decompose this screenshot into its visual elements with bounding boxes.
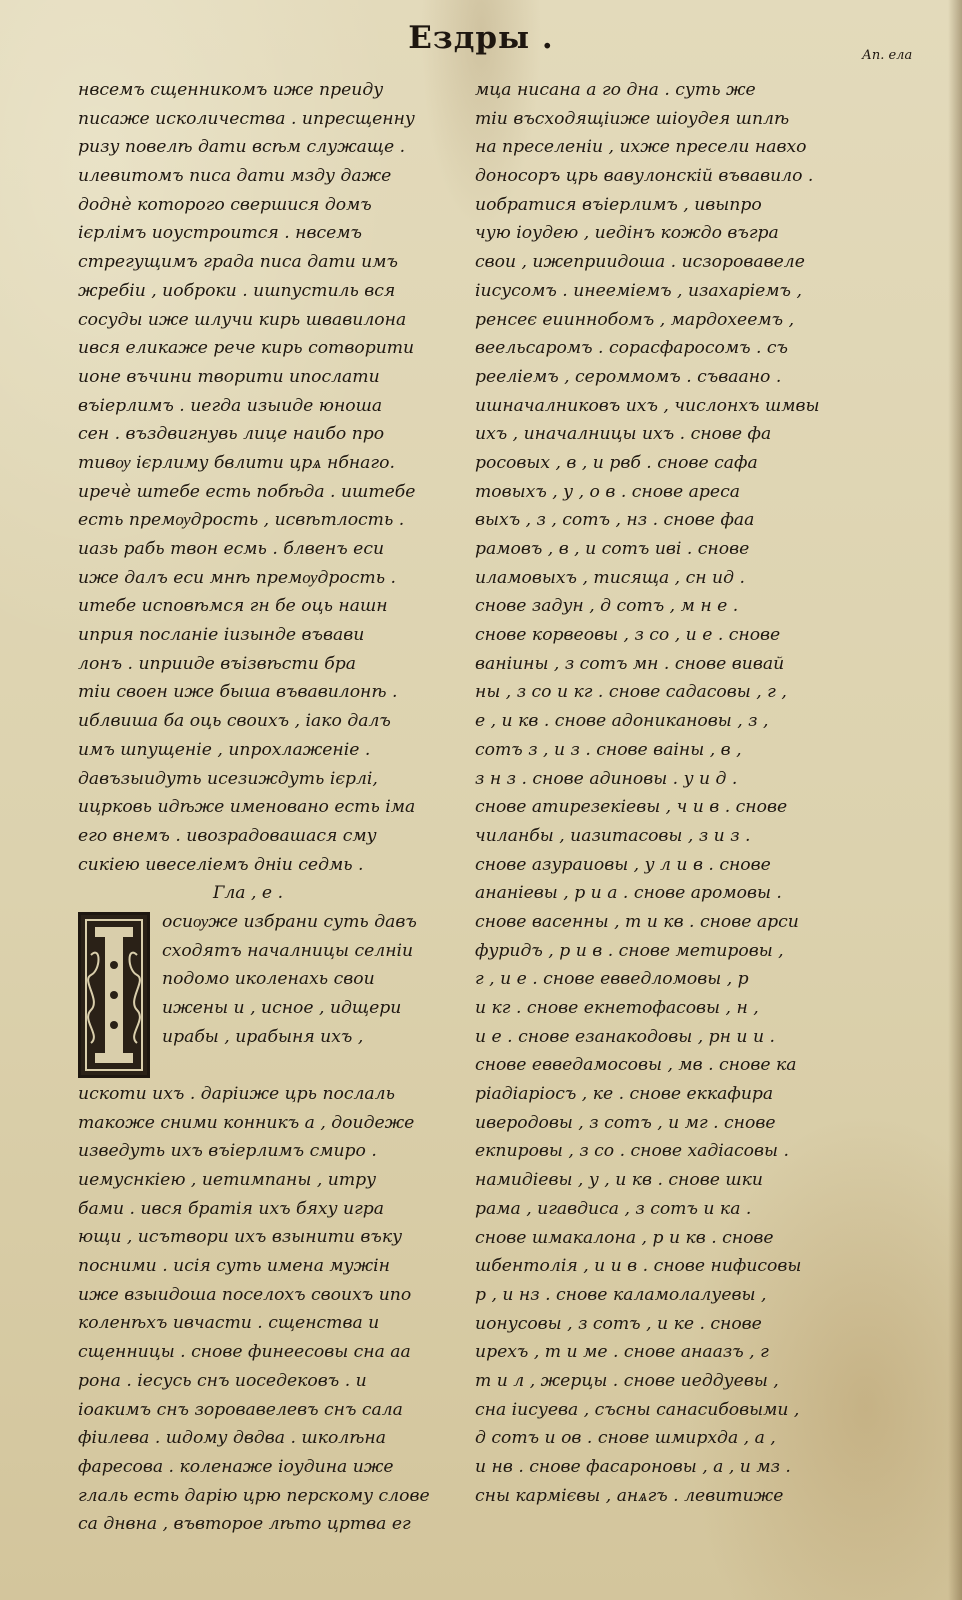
text-line: посними . исія суть имена мужін — [78, 1256, 390, 1277]
text-line: сна іисуева , съсны санасибовыми , — [475, 1399, 800, 1420]
text-line: сщенницы . снове финеесовы сна аа — [78, 1342, 411, 1363]
text-line: выхъ , з , сотъ , нз . снове фаа — [475, 510, 755, 531]
text-line: искоти ихъ . даріиже црь послаль — [78, 1083, 395, 1104]
text-line: доднѐ которого свершися домъ — [78, 194, 372, 215]
text-line: иже взыидоша поселохъ своихъ ипо — [78, 1284, 412, 1305]
text-line: ихъ , иначалницы ихъ . снове фа — [475, 424, 772, 445]
text-line: веельсаромъ . сорасфаросомъ . съ — [475, 338, 789, 359]
text-line: иблвиша ба оць своихъ , іако далъ — [78, 711, 391, 732]
text-line: р , и нз . снове каламолалуевы , — [475, 1284, 767, 1305]
text-line: фіилева . шдому двдва . школѣна — [78, 1428, 386, 1449]
text-line: тіи своен иже быша въвавилонѣ . — [78, 682, 398, 703]
text-line: писаже исколичества . ипресщенну — [78, 108, 415, 129]
text-line: намидіевы , у , и кв . снове шки — [475, 1170, 763, 1191]
text-line: ризу повелѣ дати всѣм служаще . — [78, 137, 406, 158]
text-line: фаресова . коленаже іоудина иже — [78, 1456, 394, 1477]
text-line: имъ шпущеніе , ипрохлаженіе . — [78, 739, 371, 760]
text-line: свои , ижеприидоша . исзоровавеле — [475, 252, 805, 273]
text-line: ющи , исътвори ихъ взынити въку — [78, 1227, 403, 1248]
text-line: ицрковь идѣже именовано есть іма — [78, 797, 416, 818]
page-edge-shadow — [948, 0, 962, 1600]
initial-block — [78, 908, 458, 1080]
text-line: въіерлимъ . иегда изыиде юноша — [78, 395, 383, 416]
text-line: изведуть ихъ въіерлимъ смиро . — [78, 1141, 377, 1162]
text-line: илевитомъ писа дати мзду даже — [78, 166, 392, 187]
text-line: ренсеє еииннобомъ , мардохеемъ , — [475, 309, 795, 330]
text-line: екпировы , з со . снове хадіасовы . — [475, 1141, 789, 1162]
text-line: фуридъ , р и в . снове метировы , — [475, 940, 784, 961]
text-line: мца нисана а го дна . суть же — [475, 80, 756, 100]
text-line: чую іоудею , иедінъ кождо въгра — [475, 223, 779, 244]
text-line: бами . ився братія ихъ бяху игра — [78, 1198, 385, 1219]
text-line: его внемъ . ивозрадовашася сму — [78, 825, 377, 846]
text-line: подомо иколенахь свои — [162, 969, 375, 990]
text-line: иречѐ штебе есть побѣда . иштебе — [78, 481, 416, 502]
text-line: тивѹ ієрлиму бвлити црѧ нбнаго. — [78, 452, 395, 473]
text-line: ирабы , ирабыня ихъ , — [162, 1026, 364, 1047]
text-line: давъзыидуть исезиждуть ієрлі, — [78, 768, 378, 789]
decorated-initial-letter — [78, 912, 150, 1078]
chapter-heading: Гла , е . — [212, 883, 284, 904]
text-line: коленѣхъ ивчасти . сщенства и — [78, 1313, 380, 1334]
text-line: стрегущимъ града писа дати имъ — [78, 252, 398, 273]
text-line: иламовыхъ , тисяща , сн ид . — [475, 567, 745, 588]
text-line: ионусовы , з сотъ , и ке . снове — [475, 1313, 762, 1334]
text-line: снове азураиовы , у л и в . снове — [475, 854, 771, 875]
text-line: шбентолія , и и в . снове нифисовы — [475, 1256, 802, 1277]
text-line: иазь рабь твон есмь . блвенъ еси — [78, 539, 385, 559]
text-line: рама , игавдиса , з сотъ и ка . — [475, 1198, 752, 1219]
text-line: на преселеніи , ихже пресели навхо — [475, 137, 807, 158]
text-line: снове васенны , т и кв . снове арси — [475, 911, 799, 932]
text-line: ився еликаже рече кирь сотворити — [78, 338, 415, 359]
left-text-column — [78, 76, 458, 1539]
text-line: з н з . снове адиновы . у и д . — [475, 768, 738, 789]
left-column-lower-text — [78, 1080, 458, 1539]
text-line: ріадіаріосъ , ке . снове еккафира — [475, 1084, 774, 1105]
text-line: сен . въздвигнувь лице наибо про — [78, 424, 385, 445]
text-line: са днвна , въвторое лѣто цртва ег — [78, 1514, 411, 1535]
text-line: іисусомъ . инееміемъ , изахаріемъ , — [475, 280, 802, 301]
text-line: ирехъ , т и ме . снове анаазъ , г — [475, 1342, 769, 1363]
text-line: и нв . снове фасароновы , а , и мз . — [475, 1457, 791, 1477]
running-head: Аn. ела — [862, 48, 913, 63]
text-line: сходятъ началницы селніи — [162, 940, 414, 961]
text-line: жребіи , иоброки . ишпустиль вся — [78, 280, 396, 301]
text-line: товыхъ , у , о в . снове ареса — [475, 481, 740, 502]
right-column-text — [475, 76, 845, 1510]
text-line: сны кармієвы , анѧгъ . левитиже — [475, 1485, 784, 1506]
text-line: т и л , жерцы . снове иеддуевы , — [475, 1370, 779, 1391]
text-line: ишначалниковъ ихъ , числонхъ шмвы — [475, 395, 820, 416]
text-line: рамовъ , в , и сотъ иві . снове — [475, 539, 750, 559]
text-line: иобратися въіерлимъ , ивыпро — [475, 194, 762, 215]
text-line: г , и е . снове евведломовы , р — [475, 969, 749, 990]
text-line: іоакимъ снъ зоровавелевъ снъ сала — [78, 1399, 403, 1420]
text-line: ваніины , з сотъ мн . снове вивай — [475, 653, 785, 674]
text-line: росовых , в , и рвб . снове сафа — [475, 452, 758, 473]
text-line: снове евведамосовы , мв . снове ка — [475, 1055, 797, 1076]
text-line: ананіевы , р и а . снове аромовы . — [475, 883, 782, 904]
text-line: и кг . снове екнетофасовы , н , — [475, 998, 759, 1018]
text-line: д сотъ и ов . снове шмирхда , а , — [475, 1428, 776, 1449]
page-title: Ездры . — [408, 20, 554, 56]
text-line: глаль есть дарію црю перскому слове — [78, 1485, 430, 1506]
right-text-column — [475, 76, 845, 1510]
text-line: есть премѹдрость , исвѣтлость . — [78, 510, 405, 531]
text-line: иверодовы , з сотъ , и мг . снове — [475, 1112, 776, 1133]
text-line: ижены и , исное , идщери — [162, 998, 402, 1018]
text-line: снове корвеовы , з со , и е . снове — [475, 625, 781, 646]
text-line: снове атирезекіевы , ч и в . снове — [475, 797, 788, 818]
text-line: осиѹже избрани суть давъ — [162, 911, 417, 932]
text-line: снове шмакалона , р и кв . снове — [475, 1227, 774, 1248]
text-line: доносоръ црь вавулонскій въвавило . — [475, 166, 814, 187]
text-line: нвсемъ сщенникомъ иже преиду — [78, 80, 384, 100]
text-line: ны , з со и кг . снове садасовы , г , — [475, 682, 787, 703]
text-line: иже далъ еси мнѣ премѹдрость . — [78, 567, 396, 588]
text-line: е , и кв . снове адоникановы , з , — [475, 711, 769, 732]
text-line: и е . снове езанакодовы , рн и и . — [475, 1026, 775, 1047]
text-line: тіи въсходящіиже шіоудея шплѣ — [475, 108, 790, 129]
text-line: сосуды иже шлучи кирь швавилона — [78, 309, 407, 330]
text-line: ионе въчини творити ипослати — [78, 366, 380, 387]
text-line: рееліемъ , сероммомъ . съваано . — [475, 366, 782, 387]
text-line: иприя посланіе іизынде въвави — [78, 625, 365, 646]
text-line: такоже сними конникъ а , доидеже — [78, 1112, 415, 1133]
text-line: иемуснкіею , иетимпаны , итру — [78, 1170, 377, 1190]
left-column-drop-text — [162, 908, 458, 1051]
text-line: снове задун , д сотъ , м н е . — [475, 596, 739, 617]
text-line: сикіею ивеселіемъ дніи седмь . — [78, 854, 364, 875]
text-line: сотъ з , и з . снове ваіны , в , — [475, 739, 742, 760]
text-line: лонъ . иприиде въізвѣсти бра — [78, 653, 356, 674]
text-line: итебе исповѣмся гн бе оць нашн — [78, 596, 388, 617]
text-line: рона . іесусь снъ иоседековъ . и — [78, 1370, 367, 1391]
text-line: ієрлімъ иоустроится . нвсемъ — [78, 223, 362, 244]
left-column-upper-text — [78, 76, 458, 879]
text-line: чиланбы , иазитасовы , з и з . — [475, 825, 751, 846]
